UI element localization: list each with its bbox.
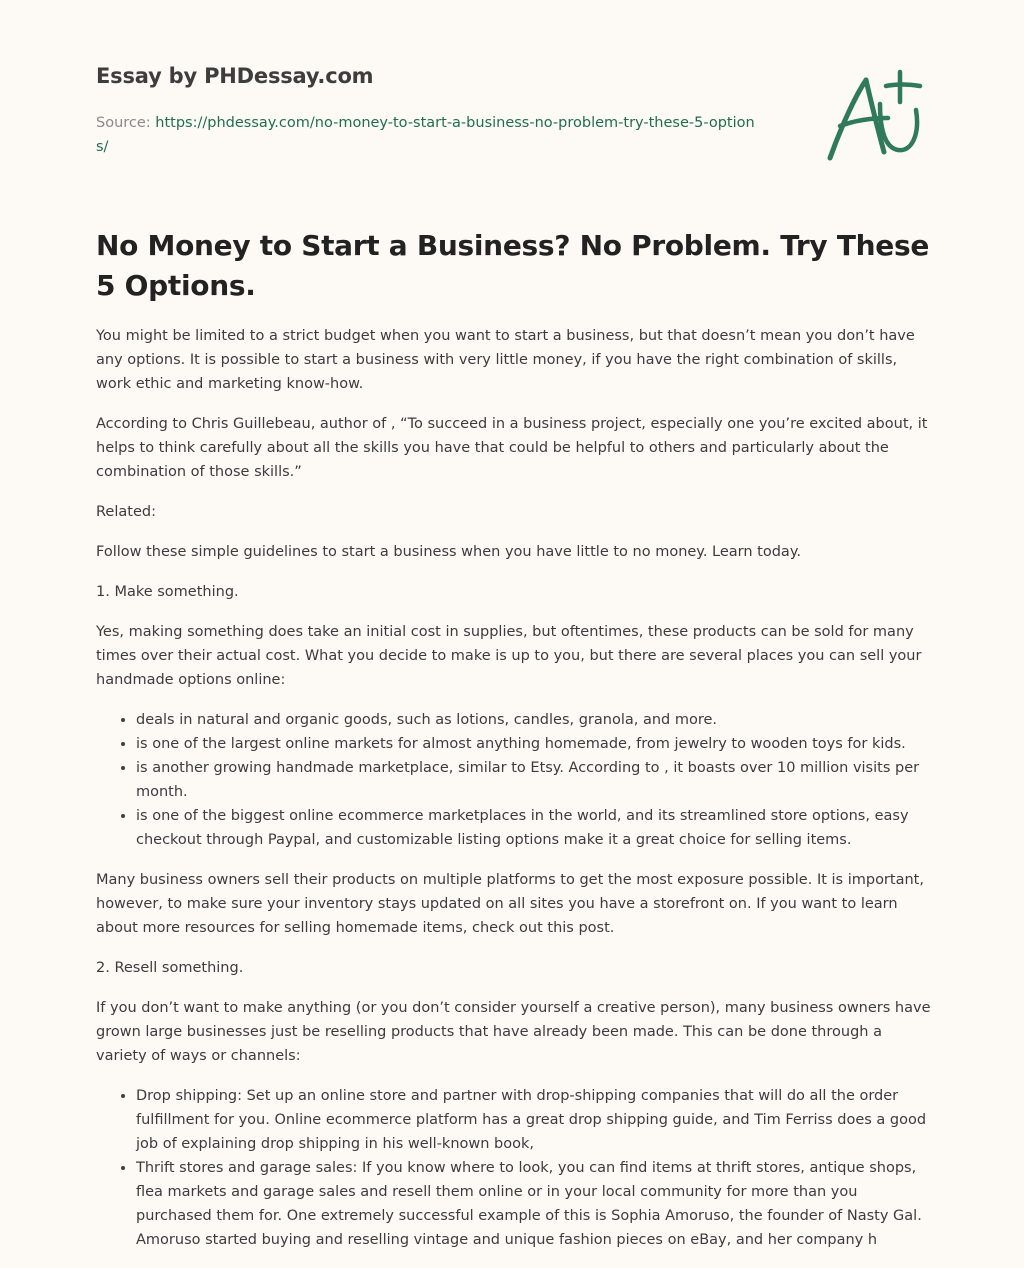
source-label: Source: xyxy=(96,115,151,131)
essay-title: No Money to Start a Business? No Problem. Try These 5 Options. xyxy=(96,229,930,302)
list-item: • Thrift stores and garage sales: If you know where to look, you can find items at thrift stores, antique shops, flea markets and garage sales and resell them online or in your local community for more than you purchased them for. One extremely successful example of this is Sophia Amoruso, the founder of Nasty Gal. Amoruso started buying and reselling vintage and unique fashion pieces on eBay, and her company h xyxy=(136,1156,932,1252)
resell-channel-list xyxy=(96,1084,932,1252)
essay-body xyxy=(96,324,932,1268)
source-link[interactable]: https://phdessay.com/no-money-to-start-a-business-no-problem-try-these-5-options/ xyxy=(96,115,755,155)
paragraph: Follow these simple guidelines to start a business when you have little to no money. Learn today. xyxy=(96,544,801,560)
list-item: • is one of the biggest online ecommerce marketplaces in the world, and its streamlined store options, easy checkout through Paypal, and customizable listing options make it a great choice for selling items. xyxy=(136,804,932,852)
section-heading: 2. Resell something. xyxy=(96,960,244,976)
list-item: • Drop shipping: Set up an online store and partner with drop-shipping companies that will do all the order fulfillment for you. Online ecommerce platform has a great drop shipping guide, and Tim Ferriss does a good job of explaining drop shipping in his well-known book, xyxy=(136,1084,932,1156)
marketplace-list xyxy=(96,708,932,852)
section-heading: 1. Make something. xyxy=(96,584,239,600)
list-item: • is one of the largest online markets for almost anything homemade, from jewelry to wooden toys for kids. xyxy=(136,732,932,756)
source-line xyxy=(96,111,756,159)
paragraph: Many business owners sell their products on multiple platforms to get the most exposure possible. It is important, however, to make sure your inventory stays updated on all sites you have a storefront on. If you want to learn about more resources for selling homemade items, check out this post. xyxy=(96,872,924,936)
site-title: Essay by PHDessay.com xyxy=(96,64,374,88)
paragraph: According to Chris Guillebeau, author of , “To succeed in a business project, especially one you’re excited about, it helps to think carefully about all the skills you have that could be helpful to others and particularly about the combination of those skills.” xyxy=(96,416,928,480)
paragraph: Related: xyxy=(96,504,156,520)
paragraph: Yes, making something does take an initial cost in supplies, but oftentimes, these products can be sold for many times over their actual cost. What you decide to make is up to you, but there are several places you can sell your handmade options online: xyxy=(96,624,922,688)
paragraph: You might be limited to a strict budget when you want to start a business, but that doesn’t mean you don’t have any options. It is possible to start a business with very little money, if you have the right combination of skills, work ethic and marketing know-how. xyxy=(96,328,915,392)
a-plus-logo-icon xyxy=(826,68,926,164)
list-item: • is another growing handmade marketplace, similar to Etsy. According to , it boasts over 10 million visits per month. xyxy=(136,756,932,804)
list-item: • deals in natural and organic goods, such as lotions, candles, granola, and more. xyxy=(136,708,932,732)
paragraph: If you don’t want to make anything (or you don’t consider yourself a creative person), many business owners have grown large businesses just be reselling products that have already been made. This can be done through a variety of ways or channels: xyxy=(96,1000,931,1064)
